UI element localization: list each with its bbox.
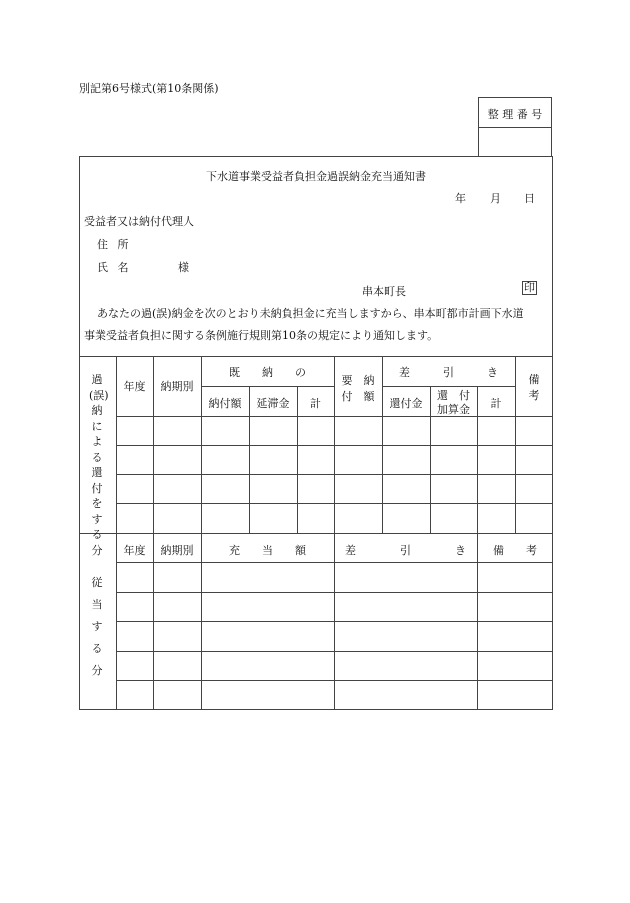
col-kei-1: 計: [310, 397, 321, 410]
col-sashihiki-lower: 差 引 き: [345, 544, 466, 557]
date-month: 月: [490, 192, 501, 205]
lower-side-label: 従当する分: [91, 576, 103, 677]
col-entai: 延滞金: [256, 397, 290, 410]
group-sashihiki: 差 引 き: [399, 366, 498, 379]
body-line-2: 事業受益者負担に関する条例施行規則第10条の規定により通知します。: [84, 329, 439, 342]
col-biko-upper: 備考: [528, 373, 540, 402]
col-yonofu-line1: 要 納: [341, 374, 375, 387]
col-kei-2: 計: [490, 397, 502, 410]
col-biko-lower: 備 考: [493, 544, 537, 557]
body-line-1: あなたの過(誤)納金を次のとおり未納負担金に充当しますから、串本町都市計画下水道: [97, 307, 524, 320]
name-label: 氏 名: [97, 261, 132, 274]
issuer-title: 串本町長: [362, 285, 406, 298]
col-year-upper: 年度: [123, 380, 146, 393]
col-period-lower: 納期別: [160, 544, 194, 557]
seiri-bango-label: 整 理 番 号: [487, 108, 543, 121]
group-kino: 既 納 の: [229, 366, 306, 379]
form-id: 別記第6号様式(第10条関係): [79, 82, 219, 95]
honorific: 様: [178, 261, 189, 274]
col-kanpu: 還付金: [389, 397, 423, 410]
recipient-label: 受益者又は納付代理人: [84, 215, 194, 228]
date-day: 日: [524, 192, 535, 205]
col-nofu-gaku: 納付額: [208, 397, 242, 410]
form-frame: [79, 156, 553, 710]
col-yonofu-line2: 付 額: [341, 390, 375, 403]
col-year-lower: 年度: [123, 544, 146, 557]
address-label: 住 所: [97, 238, 132, 251]
col-jutou: 充 当 額: [229, 544, 306, 557]
col-period-upper: 納期別: [160, 380, 194, 393]
upper-side-label: 過(誤)納による還付をする分: [89, 373, 109, 557]
document-title: 下水道事業受益者負担金過誤納金充当通知書: [206, 170, 426, 183]
seal-mark: 印: [524, 281, 535, 294]
date-year: 年: [455, 192, 466, 205]
col-kanpu-kasan-line1: 還 付: [437, 389, 470, 402]
col-kanpu-kasan-line2: 加算金: [437, 403, 470, 416]
